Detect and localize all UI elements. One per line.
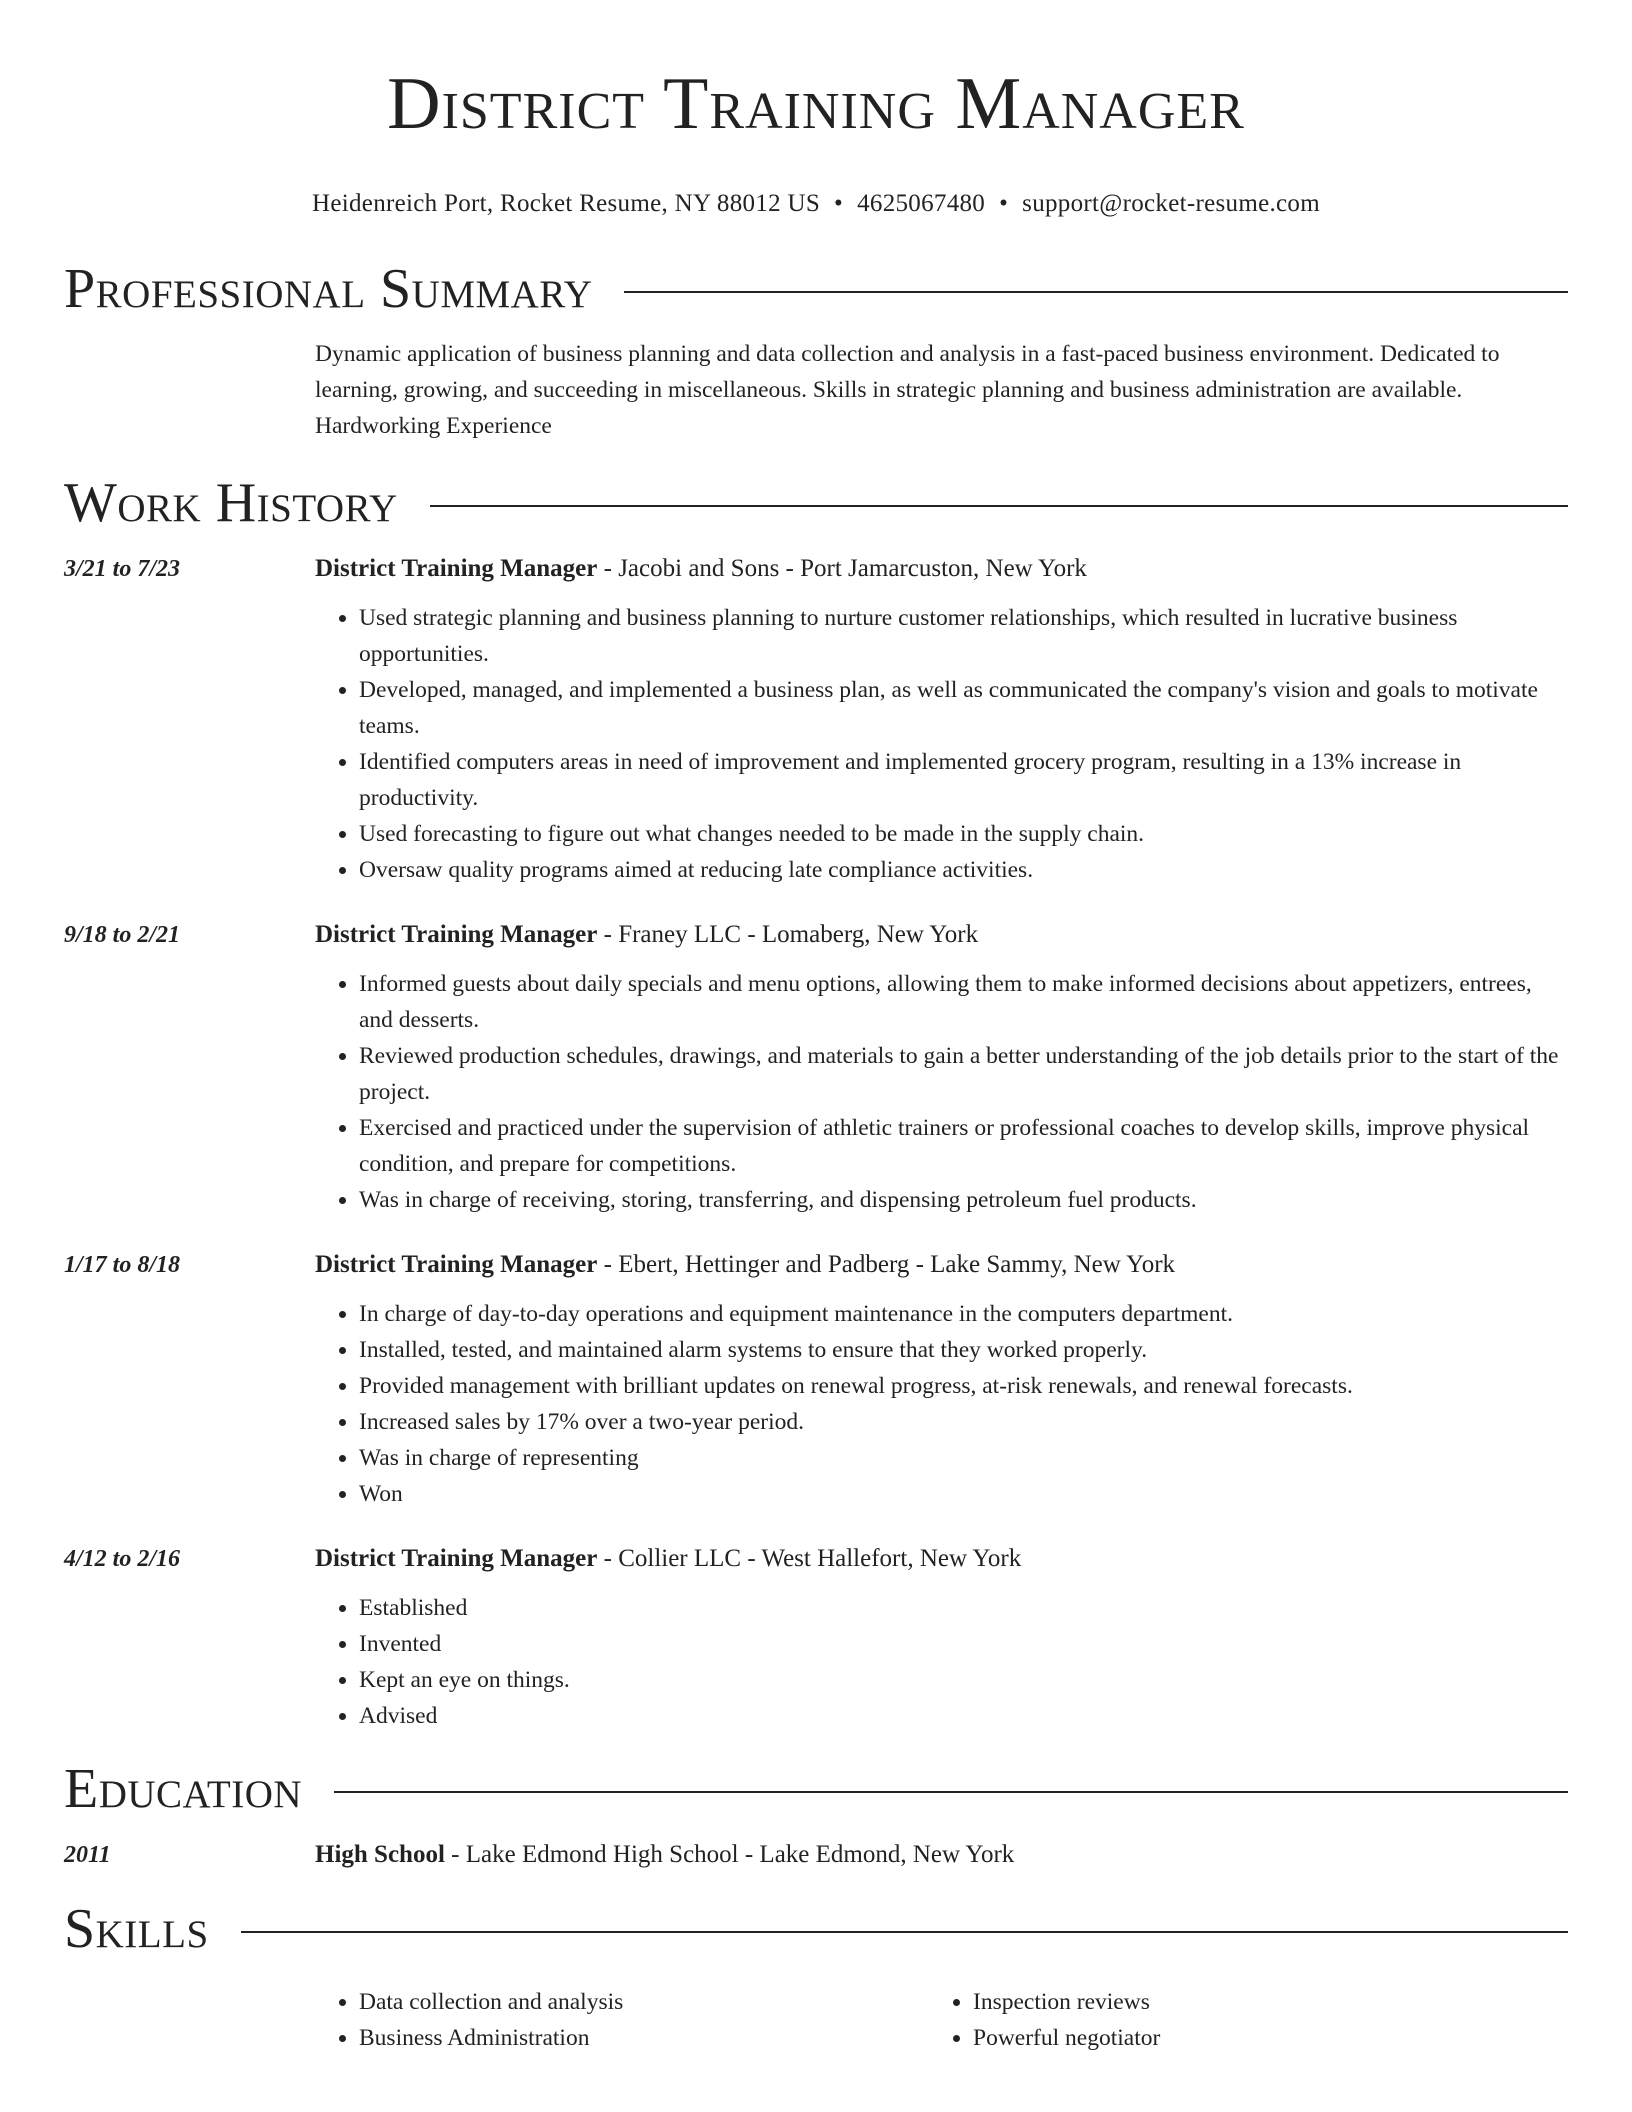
summary-heading: Professional Summary [64, 258, 593, 320]
list-item: • Developed, managed, and implemented a business plan, as well as communicated the company's vision and goals to motivate teams. [359, 672, 1568, 744]
summary-text: Dynamic application of business planning and data collection and analysis in a fast-paced business environment. Dedicated to learning, growing, and succeeding in miscellaneous. Skills in strategic planning and business administration are available. Hardworking Experience [315, 341, 1500, 439]
skill-item: • Business Administration [359, 2020, 929, 2056]
job-title: District Training Manager [315, 555, 598, 582]
list-item: • Used strategic planning and business planning to nurture customer relationships, which resulted in lucrative business opportunities. [359, 600, 1568, 672]
contact-email: support@rocket-resume.com [1022, 190, 1320, 217]
job-details: - Franey LLC - Lomaberg, New York [597, 921, 979, 948]
skills-heading: Skills [64, 1898, 209, 1960]
job-title: District Training Manager [315, 1251, 598, 1278]
section-divider [241, 1931, 1568, 1933]
list-item: • Established [359, 1590, 1568, 1626]
list-item: • Identified computers areas in need of improvement and implemented grocery program, resulting in a 13% increase in productivity. [359, 744, 1568, 816]
work-heading: Work History [64, 472, 398, 534]
list-item: • Provided management with brilliant updates on renewal progress, at-risk renewals, and renewal forecasts. [359, 1368, 1568, 1404]
list-item: • Was in charge of representing [359, 1440, 1568, 1476]
resume-name: District Training Manager [387, 63, 1245, 145]
section-divider [334, 1791, 1568, 1793]
job-title-line [315, 1248, 1568, 1282]
job-dates: 4/12 to 2/16 [64, 1546, 181, 1572]
section-divider [430, 505, 1568, 507]
work-section-header [64, 470, 1568, 536]
job-details: - Ebert, Hettinger and Padberg - Lake Sammy, New York [597, 1251, 1176, 1278]
education-entry [64, 1838, 1568, 1872]
list-item: • Invented [359, 1626, 1568, 1662]
summary-row [64, 336, 1568, 444]
skills-section-header [64, 1896, 1568, 1962]
job-entry [64, 552, 1568, 888]
skill-item: • Powerful negotiator [973, 2020, 1543, 2056]
job-dates: 1/17 to 8/18 [64, 1252, 181, 1278]
contact-phone: 4625067480 [857, 190, 986, 217]
education-heading: Education [64, 1758, 303, 1820]
contact-address: Heidenreich Port, Rocket Resume, NY 88012 US [312, 190, 821, 217]
job-dates: 3/21 to 7/23 [64, 556, 181, 582]
job-details: - Jacobi and Sons - Port Jamarcuston, New York [597, 555, 1087, 582]
job-title-line [315, 552, 1568, 586]
contact-separator: • [999, 190, 1009, 217]
summary-section-header [64, 256, 1568, 322]
skills-row [64, 1984, 1568, 2056]
skills-column [929, 1984, 1543, 2056]
section-divider [624, 291, 1568, 293]
list-item: • Increased sales by 17% over a two-year period. [359, 1404, 1568, 1440]
list-item: • Won [359, 1476, 1568, 1512]
skills-grid [315, 1984, 1568, 2056]
skill-item: • Data collection and analysis [359, 1984, 929, 2020]
education-details: - Lake Edmond High School - Lake Edmond, New York [444, 1841, 1015, 1868]
list-item: • Exercised and practiced under the supervision of athletic trainers or professional coaches to develop skills, improve physical condition, and prepare for competitions. [359, 1110, 1568, 1182]
education-year: 2011 [64, 1842, 111, 1868]
job-bullets [315, 1590, 1568, 1734]
job-bullets [315, 966, 1568, 1218]
contact-separator: • [834, 190, 844, 217]
job-title: District Training Manager [315, 1545, 598, 1572]
job-entry [64, 1542, 1568, 1734]
summary-left-spacer [64, 336, 315, 444]
job-entry [64, 918, 1568, 1218]
job-title-line [315, 918, 1568, 952]
list-item: • Kept an eye on things. [359, 1662, 1568, 1698]
education-section-header [64, 1756, 1568, 1822]
skills-left-spacer [64, 1984, 315, 2056]
list-item: • Informed guests about daily specials and menu options, allowing them to make informed decisions about appetizers, entrees, and desserts. [359, 966, 1568, 1038]
job-bullets [315, 1296, 1568, 1512]
list-item: • In charge of day-to-day operations and equipment maintenance in the computers department. [359, 1296, 1568, 1332]
job-title: District Training Manager [315, 921, 598, 948]
list-item: • Advised [359, 1698, 1568, 1734]
contact-line [64, 188, 1568, 220]
skill-item: • Inspection reviews [973, 1984, 1543, 2020]
education-degree: High School [315, 1841, 445, 1868]
list-item: • Used forecasting to figure out what changes needed to be made in the supply chain. [359, 816, 1568, 852]
skills-column [315, 1984, 929, 2056]
list-item: • Was in charge of receiving, storing, transferring, and dispensing petroleum fuel products. [359, 1182, 1568, 1218]
list-item: • Reviewed production schedules, drawings, and materials to gain a better understanding of the job details prior to the start of the project. [359, 1038, 1568, 1110]
job-entry [64, 1248, 1568, 1512]
list-item: • Oversaw quality programs aimed at reducing late compliance activities. [359, 852, 1568, 888]
job-dates: 9/18 to 2/21 [64, 922, 181, 948]
job-bullets [315, 600, 1568, 888]
job-details: - Collier LLC - West Hallefort, New York [597, 1545, 1022, 1572]
list-item: • Installed, tested, and maintained alarm systems to ensure that they worked properly. [359, 1332, 1568, 1368]
job-title-line [315, 1542, 1568, 1576]
